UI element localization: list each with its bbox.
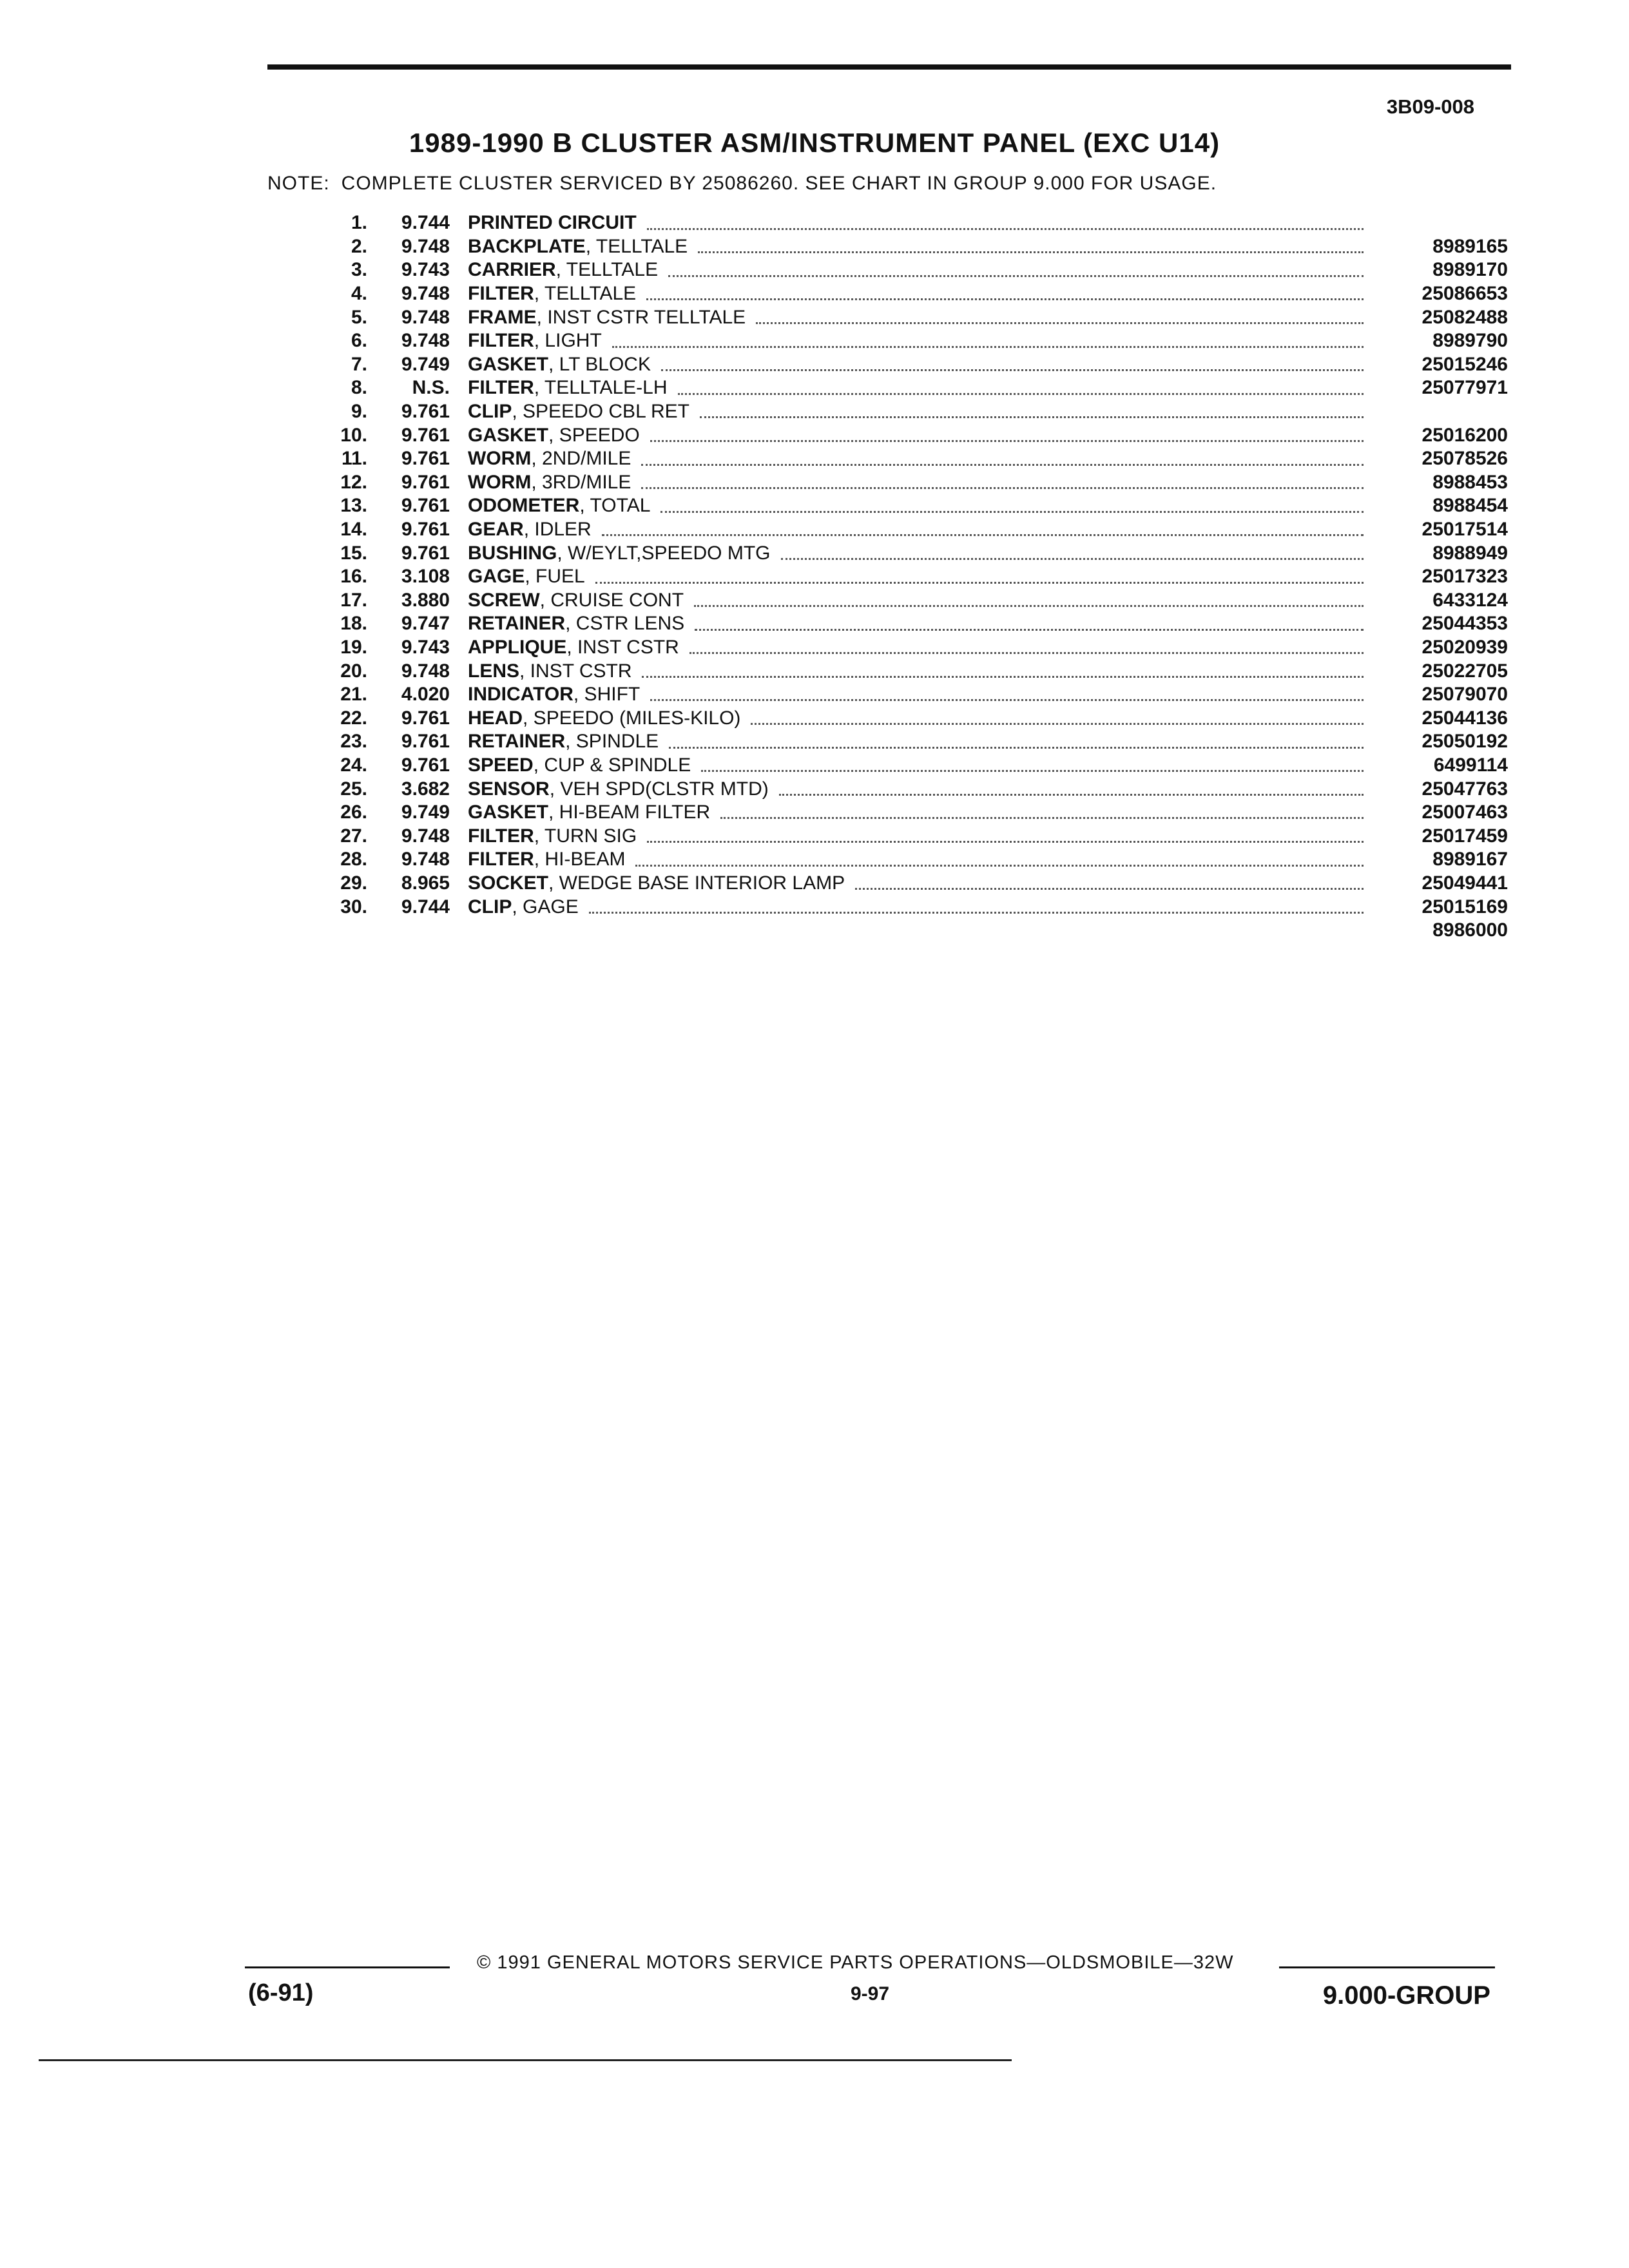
list-item bbox=[309, 919, 1508, 943]
item-number: 19. bbox=[340, 636, 367, 658]
part-description bbox=[468, 259, 658, 281]
part-name: GASKET bbox=[468, 424, 549, 446]
item-number: 9. bbox=[351, 401, 367, 423]
item-number: 8. bbox=[351, 377, 367, 399]
part-number: 25015246 bbox=[1422, 353, 1508, 375]
part-number: 8989790 bbox=[1432, 330, 1508, 352]
part-name: WORM bbox=[468, 471, 532, 493]
part-name: RETAINER bbox=[468, 731, 566, 753]
dot-leader bbox=[694, 604, 1364, 607]
part-name: FRAME bbox=[468, 306, 537, 328]
part-name: FILTER bbox=[468, 283, 534, 305]
part-detail: , GAGE bbox=[512, 896, 579, 918]
footer-rule-left bbox=[245, 1966, 450, 1968]
group-number: 9.748 bbox=[401, 283, 450, 305]
part-detail: , SPEEDO (MILES-KILO) bbox=[523, 707, 741, 729]
item-number: 14. bbox=[340, 519, 367, 541]
part-description bbox=[468, 613, 684, 635]
list-item bbox=[309, 329, 1508, 353]
part-detail: , HI-BEAM bbox=[534, 849, 626, 870]
part-description bbox=[468, 401, 689, 423]
group-number: 3.108 bbox=[401, 566, 450, 588]
part-name: LENS bbox=[468, 660, 520, 682]
item-number: 7. bbox=[351, 353, 367, 375]
list-item bbox=[309, 376, 1508, 400]
list-item bbox=[309, 447, 1508, 471]
part-detail: , TELLTALE bbox=[585, 235, 688, 257]
part-name: BACKPLATE bbox=[468, 235, 586, 257]
dot-leader bbox=[756, 321, 1364, 324]
dot-leader bbox=[612, 345, 1364, 348]
part-name: WORM bbox=[468, 448, 532, 470]
item-number: 27. bbox=[340, 825, 367, 847]
list-item bbox=[309, 541, 1508, 565]
part-number: 25044136 bbox=[1422, 707, 1508, 729]
list-item bbox=[309, 494, 1508, 518]
part-number: 25086653 bbox=[1422, 283, 1508, 305]
group-number: 9.761 bbox=[401, 519, 450, 541]
part-name: CLIP bbox=[468, 401, 512, 423]
item-number: 11. bbox=[341, 448, 367, 470]
group-number: 9.743 bbox=[401, 259, 450, 281]
bottom-rule bbox=[39, 2059, 1012, 2061]
group-number: 9.748 bbox=[401, 306, 450, 328]
part-number: 8989165 bbox=[1432, 235, 1508, 257]
part-description bbox=[468, 519, 592, 541]
part-description bbox=[468, 731, 659, 753]
group-number: N.S. bbox=[412, 377, 450, 399]
dot-leader bbox=[646, 297, 1364, 300]
part-number: 25077971 bbox=[1422, 377, 1508, 399]
part-description bbox=[468, 354, 651, 376]
part-detail: , TELLTALE bbox=[534, 283, 637, 305]
part-detail: , TELLTALE-LH bbox=[534, 377, 668, 399]
list-item bbox=[309, 777, 1508, 801]
dot-leader bbox=[669, 745, 1364, 749]
part-number: 8986000 bbox=[1432, 919, 1508, 941]
part-number: 8988949 bbox=[1432, 542, 1508, 564]
part-name: GAGE bbox=[468, 566, 525, 588]
dot-leader bbox=[595, 581, 1364, 584]
list-item bbox=[309, 518, 1508, 542]
part-description bbox=[468, 754, 691, 776]
part-detail: , CUP & SPINDLE bbox=[533, 754, 691, 776]
group-number: 9.761 bbox=[401, 424, 450, 446]
part-number: 25020939 bbox=[1422, 636, 1508, 658]
list-item bbox=[309, 423, 1508, 447]
part-name: PRINTED CIRCUIT bbox=[468, 212, 637, 234]
part-description bbox=[468, 660, 631, 682]
part-detail: , INST CSTR TELLTALE bbox=[536, 306, 746, 328]
footer-rule-right bbox=[1279, 1966, 1495, 1968]
revision-date: (6-91) bbox=[248, 1979, 314, 2006]
part-detail: , SPEEDO CBL RET bbox=[512, 401, 689, 423]
list-item bbox=[309, 612, 1508, 636]
dot-leader bbox=[781, 557, 1364, 560]
part-number: 25082488 bbox=[1422, 306, 1508, 328]
dot-leader bbox=[855, 887, 1364, 890]
part-description bbox=[468, 307, 746, 329]
part-detail: , TOTAL bbox=[579, 495, 651, 517]
part-description bbox=[468, 236, 688, 258]
item-number: 12. bbox=[340, 471, 367, 493]
part-detail: , CRUISE CONT bbox=[539, 589, 684, 611]
group-number: 9.761 bbox=[401, 731, 450, 753]
part-number: 25047763 bbox=[1422, 778, 1508, 800]
part-detail: , INST CSTR bbox=[566, 636, 679, 658]
item-number: 30. bbox=[340, 896, 367, 918]
dot-leader bbox=[678, 392, 1364, 395]
dot-leader bbox=[635, 863, 1364, 867]
list-item bbox=[309, 895, 1508, 919]
part-name: SCREW bbox=[468, 589, 540, 611]
list-item bbox=[309, 305, 1508, 329]
part-detail: , INST CSTR bbox=[519, 660, 632, 682]
part-number: 6499114 bbox=[1433, 754, 1508, 776]
item-number: 17. bbox=[340, 589, 367, 611]
dot-leader bbox=[641, 463, 1364, 466]
dot-leader bbox=[650, 439, 1364, 442]
part-number: 25017459 bbox=[1422, 825, 1508, 847]
part-name: GASKET bbox=[468, 353, 549, 375]
part-number: 8989170 bbox=[1432, 259, 1508, 281]
part-number: 25078526 bbox=[1422, 448, 1508, 470]
part-description bbox=[468, 330, 602, 352]
dot-leader bbox=[661, 368, 1364, 371]
part-name: FILTER bbox=[468, 849, 534, 870]
part-number: 25017323 bbox=[1422, 566, 1508, 588]
item-number: 13. bbox=[340, 495, 367, 517]
note-text: COMPLETE CLUSTER SERVICED BY 25086260. SEE CHART IN GROUP 9.000 FOR USAGE. bbox=[341, 173, 1217, 194]
part-name: BUSHING bbox=[468, 542, 557, 564]
dot-leader bbox=[602, 533, 1364, 536]
part-number: 6433124 bbox=[1432, 589, 1508, 611]
item-number: 22. bbox=[340, 707, 367, 729]
item-number: 28. bbox=[340, 849, 367, 870]
part-name: SENSOR bbox=[468, 778, 550, 800]
copyright-text: © 1991 GENERAL MOTORS SERVICE PARTS OPERATIONS—OLDSMOBILE—32W bbox=[477, 1952, 1234, 1973]
part-name: FILTER bbox=[468, 825, 534, 847]
group-number: 9.761 bbox=[401, 401, 450, 423]
group-number: 9.748 bbox=[401, 330, 450, 352]
list-item bbox=[309, 589, 1508, 613]
part-name: FILTER bbox=[468, 377, 534, 399]
group-number: 3.880 bbox=[401, 589, 450, 611]
item-number: 3. bbox=[351, 259, 367, 281]
part-detail: , SPEEDO bbox=[548, 424, 640, 446]
part-description bbox=[468, 212, 637, 234]
list-item bbox=[309, 636, 1508, 660]
part-name: SPEED bbox=[468, 754, 534, 776]
list-item bbox=[309, 211, 1508, 235]
item-number: 25. bbox=[340, 778, 367, 800]
note bbox=[267, 173, 1217, 195]
item-number: 23. bbox=[340, 731, 367, 753]
dot-leader bbox=[720, 816, 1364, 819]
part-description bbox=[468, 896, 579, 918]
part-detail: , W/EYLT,SPEEDO MTG bbox=[557, 542, 771, 564]
part-name: RETAINER bbox=[468, 613, 566, 635]
list-item bbox=[309, 659, 1508, 683]
list-item bbox=[309, 282, 1508, 306]
group-number: 3.682 bbox=[401, 778, 450, 800]
dot-leader bbox=[660, 510, 1364, 513]
part-description bbox=[468, 707, 740, 729]
dot-leader bbox=[650, 698, 1364, 701]
part-description bbox=[468, 543, 771, 564]
part-number: 25022705 bbox=[1422, 660, 1508, 682]
group-number: 9.748 bbox=[401, 825, 450, 847]
part-detail: , TURN SIG bbox=[534, 825, 637, 847]
part-detail: , 2ND/MILE bbox=[531, 448, 631, 470]
list-item bbox=[309, 848, 1508, 872]
part-detail: , IDLER bbox=[523, 519, 592, 541]
part-description bbox=[468, 283, 636, 305]
dot-leader bbox=[689, 651, 1364, 654]
part-description bbox=[468, 590, 684, 611]
part-name: GEAR bbox=[468, 519, 524, 541]
part-detail: , HI-BEAM FILTER bbox=[548, 802, 711, 823]
page-title: 1989-1990 B CLUSTER ASM/INSTRUMENT PANEL (EXC U14) bbox=[409, 128, 1220, 158]
part-description bbox=[468, 472, 631, 494]
part-detail: , FUEL bbox=[525, 566, 585, 588]
top-rule bbox=[267, 64, 1511, 70]
part-name: CLIP bbox=[468, 896, 512, 918]
part-number: 25016200 bbox=[1422, 424, 1508, 446]
part-description bbox=[468, 802, 710, 823]
part-number: 25049441 bbox=[1422, 872, 1508, 894]
dot-leader bbox=[641, 486, 1364, 489]
group-number: 9.744 bbox=[401, 212, 450, 234]
part-name: GASKET bbox=[468, 802, 549, 823]
group-number: 9.744 bbox=[401, 896, 450, 918]
part-number: 25044353 bbox=[1422, 613, 1508, 635]
part-description bbox=[468, 778, 769, 800]
group-number: 9.761 bbox=[401, 448, 450, 470]
note-label: NOTE: bbox=[267, 173, 330, 194]
list-item bbox=[309, 824, 1508, 848]
part-description bbox=[468, 849, 625, 870]
group-number: 8.965 bbox=[401, 872, 450, 894]
item-number: 1. bbox=[351, 212, 367, 234]
group-number: 9.761 bbox=[401, 471, 450, 493]
part-detail: , SHIFT bbox=[573, 684, 641, 706]
page-number: 9-97 bbox=[851, 1983, 890, 2004]
dot-leader bbox=[668, 274, 1364, 277]
part-name: SOCKET bbox=[468, 872, 549, 894]
group-number: 9.749 bbox=[401, 353, 450, 375]
part-name: HEAD bbox=[468, 707, 523, 729]
group-number: 9.761 bbox=[401, 542, 450, 564]
parts-list bbox=[309, 211, 1508, 942]
group-number: 9.748 bbox=[401, 235, 450, 257]
part-description bbox=[468, 684, 640, 706]
list-item bbox=[309, 683, 1508, 707]
dot-leader bbox=[698, 250, 1364, 253]
part-description bbox=[468, 495, 650, 517]
item-number: 10. bbox=[340, 424, 367, 446]
group-number: 9.743 bbox=[401, 636, 450, 658]
part-description bbox=[468, 377, 668, 399]
group-number: 9.748 bbox=[401, 660, 450, 682]
item-number: 16. bbox=[340, 566, 367, 588]
list-item bbox=[309, 872, 1508, 896]
part-name: ODOMETER bbox=[468, 495, 580, 517]
part-name: APPLIQUE bbox=[468, 636, 567, 658]
item-number: 20. bbox=[340, 660, 367, 682]
list-item bbox=[309, 706, 1508, 730]
item-number: 29. bbox=[340, 872, 367, 894]
list-item bbox=[309, 565, 1508, 589]
group-number: 9.749 bbox=[401, 802, 450, 823]
dot-leader bbox=[695, 628, 1364, 631]
item-number: 15. bbox=[340, 542, 367, 564]
list-item bbox=[309, 258, 1508, 282]
part-description bbox=[468, 872, 845, 894]
part-number: 25050192 bbox=[1422, 731, 1508, 753]
list-item bbox=[309, 353, 1508, 377]
part-detail: , SPINDLE bbox=[565, 731, 659, 753]
part-number: 8989167 bbox=[1432, 849, 1508, 870]
dot-leader bbox=[642, 675, 1364, 678]
list-item bbox=[309, 400, 1508, 424]
group-number: 9.761 bbox=[401, 754, 450, 776]
item-number: 6. bbox=[351, 330, 367, 352]
item-number: 2. bbox=[351, 235, 367, 257]
part-description bbox=[468, 566, 585, 588]
part-detail: , TELLTALE bbox=[555, 259, 659, 281]
item-number: 4. bbox=[351, 283, 367, 305]
dot-leader bbox=[700, 415, 1364, 418]
item-number: 18. bbox=[340, 613, 367, 635]
part-description bbox=[468, 425, 640, 447]
list-item bbox=[309, 730, 1508, 754]
document-code: 3B09-008 bbox=[1386, 95, 1474, 118]
part-number: 8988454 bbox=[1432, 495, 1508, 517]
dot-leader bbox=[647, 840, 1364, 843]
item-number: 24. bbox=[340, 754, 367, 776]
group-label: 9.000-GROUP bbox=[1322, 1981, 1490, 2010]
part-detail: , 3RD/MILE bbox=[531, 471, 631, 493]
list-item bbox=[309, 235, 1508, 259]
dot-leader bbox=[751, 722, 1364, 725]
part-name: INDICATOR bbox=[468, 684, 574, 706]
part-detail: , WEDGE BASE INTERIOR LAMP bbox=[548, 872, 845, 894]
part-name: FILTER bbox=[468, 330, 534, 352]
part-detail: , LIGHT bbox=[534, 330, 602, 352]
item-number: 5. bbox=[351, 306, 367, 328]
group-number: 9.748 bbox=[401, 849, 450, 870]
dot-leader bbox=[779, 793, 1364, 796]
part-number: 25007463 bbox=[1422, 802, 1508, 823]
part-detail: , CSTR LENS bbox=[565, 613, 685, 635]
part-description bbox=[468, 637, 679, 658]
part-detail: , VEH SPD(CLSTR MTD) bbox=[549, 778, 769, 800]
part-number: 25015169 bbox=[1422, 896, 1508, 918]
part-number: 25079070 bbox=[1422, 684, 1508, 706]
dot-leader bbox=[701, 769, 1364, 772]
list-item bbox=[309, 801, 1508, 825]
part-number: 8988453 bbox=[1432, 471, 1508, 493]
part-description bbox=[468, 825, 637, 847]
group-number: 9.761 bbox=[401, 707, 450, 729]
part-name: CARRIER bbox=[468, 259, 556, 281]
group-number: 4.020 bbox=[401, 684, 450, 706]
group-number: 9.761 bbox=[401, 495, 450, 517]
list-item bbox=[309, 754, 1508, 778]
dot-leader bbox=[589, 910, 1364, 914]
part-description bbox=[468, 448, 631, 470]
item-number: 26. bbox=[340, 802, 367, 823]
dot-leader bbox=[647, 227, 1364, 230]
part-detail: , LT BLOCK bbox=[548, 353, 651, 375]
group-number: 9.747 bbox=[401, 613, 450, 635]
list-item bbox=[309, 471, 1508, 495]
part-number: 25017514 bbox=[1422, 519, 1508, 541]
item-number: 21. bbox=[340, 684, 367, 706]
